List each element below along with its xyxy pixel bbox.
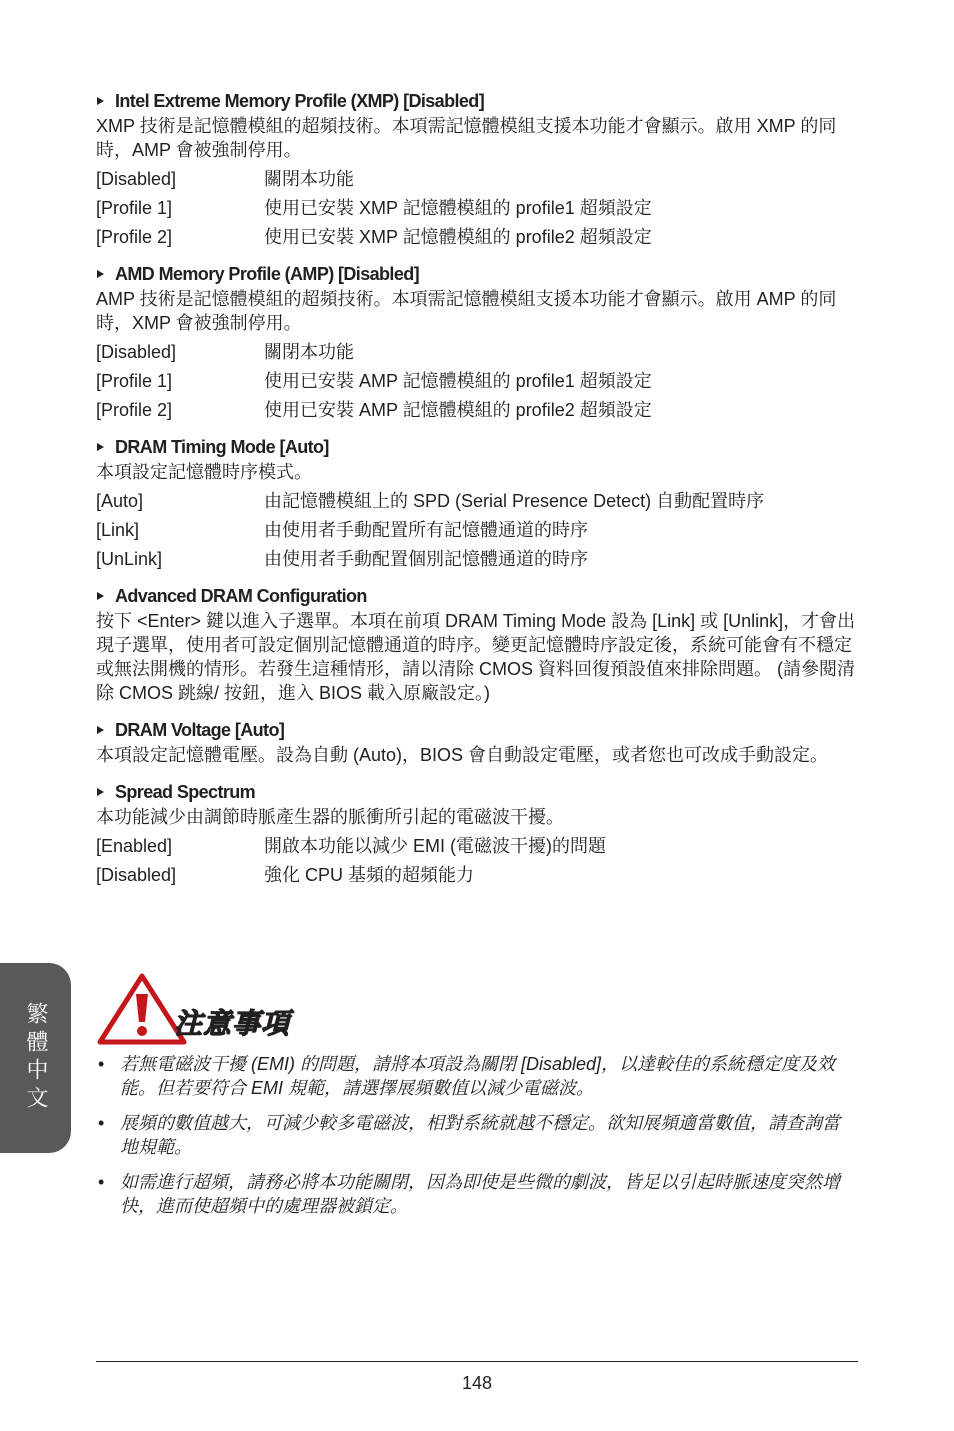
section-heading — [96, 434, 856, 460]
option-key: [Disabled] — [96, 169, 177, 189]
option-row — [96, 398, 856, 422]
section-amp — [96, 261, 856, 422]
option-key: [Auto] — [96, 491, 144, 511]
section-description: AMP 技術是記憶體模組的超頻技術。本項需記憶體模組支援本功能才會顯示。啟用 AMP 的同時，XMP 會被強制停用。 — [96, 289, 837, 333]
section-heading — [96, 88, 856, 114]
bullet-dot: • — [98, 1054, 105, 1074]
option-key: [UnLink] — [96, 549, 163, 569]
caution-box — [96, 972, 856, 1229]
list-item — [96, 1052, 856, 1100]
caution-header — [96, 972, 856, 1046]
bullet-dot: • — [98, 1172, 105, 1192]
bullet-dot: • — [98, 1113, 105, 1133]
option-value: 由使用者手動配置所有記憶體通道的時序 — [264, 520, 588, 540]
section-description: 本項設定記憶體電壓。設為自動 (Auto)，BIOS 會自動設定電壓，或者您也可改成手動設定。 — [96, 745, 829, 765]
section-heading — [96, 583, 856, 609]
option-row — [96, 225, 856, 249]
section-description: 本項設定記憶體時序模式。 — [96, 462, 312, 482]
option-row — [96, 863, 856, 887]
footer-divider — [96, 1361, 858, 1362]
triangle-bullet-icon — [97, 443, 104, 451]
section-heading — [96, 261, 856, 287]
section-description: 按下 <Enter> 鍵以進入子選單。本項在前項 DRAM Timing Mode 設為 [Link] 或 [Unlink]，才會出現子選單，使用者可設定個別記憶體通道的時序。變更記憶體時序設定後，系統可能會有不穩定或無法開機的情形。若發生這種情形，請以清除 CMOS 資料回復預設值來排除問題。 (請參閱清除 CMOS 跳線/ 按鈕，進入 BIOS 載入原廠設定。) — [96, 611, 856, 703]
option-value: 強化 CPU 基頻的超頻能力 — [264, 865, 475, 885]
option-key: [Profile 2] — [96, 227, 173, 247]
section-advanced-dram — [96, 583, 856, 705]
section-title: DRAM Voltage [Auto] — [115, 719, 285, 740]
option-value: 使用已安裝 AMP 記憶體模組的 profile1 超頻設定 — [264, 371, 652, 391]
section-description: 本功能減少由調節時脈產生器的脈衝所引起的電磁波干擾。 — [96, 807, 564, 827]
option-value: 關閉本功能 — [264, 342, 354, 362]
option-key: [Link] — [96, 520, 140, 540]
triangle-bullet-icon — [97, 788, 104, 796]
section-heading — [96, 779, 856, 805]
option-value: 使用已安裝 AMP 記憶體模組的 profile2 超頻設定 — [264, 400, 652, 420]
triangle-bullet-icon — [97, 270, 104, 278]
section-heading — [96, 717, 856, 743]
option-row — [96, 369, 856, 393]
page-number: 148 — [461, 1373, 493, 1393]
list-item — [96, 1111, 856, 1159]
option-key: [Disabled] — [96, 342, 177, 362]
option-value: 關閉本功能 — [264, 169, 354, 189]
triangle-bullet-icon — [97, 97, 104, 105]
triangle-bullet-icon — [97, 592, 104, 600]
caution-list — [96, 1052, 856, 1218]
option-row — [96, 167, 856, 191]
caution-title: 注意事項 — [174, 1007, 291, 1040]
caution-text: 若無電磁波干擾 (EMI) 的問題，請將本項設為關閉 [Disabled]，以達較佳的系統穩定度及效能。但若要符合 EMI 規範，請選擇展頻數值以減少電磁波。 — [120, 1054, 836, 1098]
section-dram-timing-mode — [96, 434, 856, 571]
section-title: Advanced DRAM Configuration — [115, 585, 367, 606]
option-value: 由使用者手動配置個別記憶體通道的時序 — [264, 549, 588, 569]
language-label: 繁體中文 — [23, 1002, 48, 1114]
option-key: [Enabled] — [96, 836, 173, 856]
option-key: [Profile 2] — [96, 400, 173, 420]
option-row — [96, 340, 856, 364]
section-title: Intel Extreme Memory Profile (XMP) [Disabled] — [115, 90, 485, 111]
option-value: 開啟本功能以減少 EMI (電磁波干擾)的問題 — [264, 836, 606, 856]
option-row — [96, 489, 856, 513]
option-row — [96, 547, 856, 571]
option-row — [96, 518, 856, 542]
option-value: 使用已安裝 XMP 記憶體模組的 profile2 超頻設定 — [264, 227, 652, 247]
section-xmp — [96, 88, 856, 249]
option-key: [Profile 1] — [96, 371, 173, 391]
section-title: DRAM Timing Mode [Auto] — [115, 436, 329, 457]
section-spread-spectrum — [96, 779, 856, 887]
settings-content — [96, 88, 856, 899]
option-key: [Profile 1] — [96, 198, 173, 218]
section-title: Spread Spectrum — [115, 781, 256, 802]
option-value: 使用已安裝 XMP 記憶體模組的 profile1 超頻設定 — [264, 198, 652, 218]
caution-text: 展頻的數值越大，可減少較多電磁波，相對系統就越不穩定。欲知展頻適當數值，請查詢當地規範。 — [120, 1113, 840, 1157]
option-key: [Disabled] — [96, 865, 177, 885]
option-row — [96, 834, 856, 858]
list-item — [96, 1170, 856, 1218]
triangle-bullet-icon — [97, 726, 104, 734]
language-side-tab — [0, 963, 71, 1153]
caution-text: 如需進行超頻，請務必將本功能關閉，因為即使是些微的劇波，皆足以引起時脈速度突然增快，進而使超頻中的處理器被鎖定。 — [120, 1172, 840, 1216]
section-title: AMD Memory Profile (AMP) [Disabled] — [115, 263, 420, 284]
option-row — [96, 196, 856, 220]
option-value: 由記憶體模組上的 SPD (Serial Presence Detect) 自動配置時序 — [264, 491, 765, 511]
section-dram-voltage — [96, 717, 856, 767]
section-description: XMP 技術是記憶體模組的超頻技術。本項需記憶體模組支援本功能才會顯示。啟用 XMP 的同時，AMP 會被強制停用。 — [96, 116, 837, 160]
